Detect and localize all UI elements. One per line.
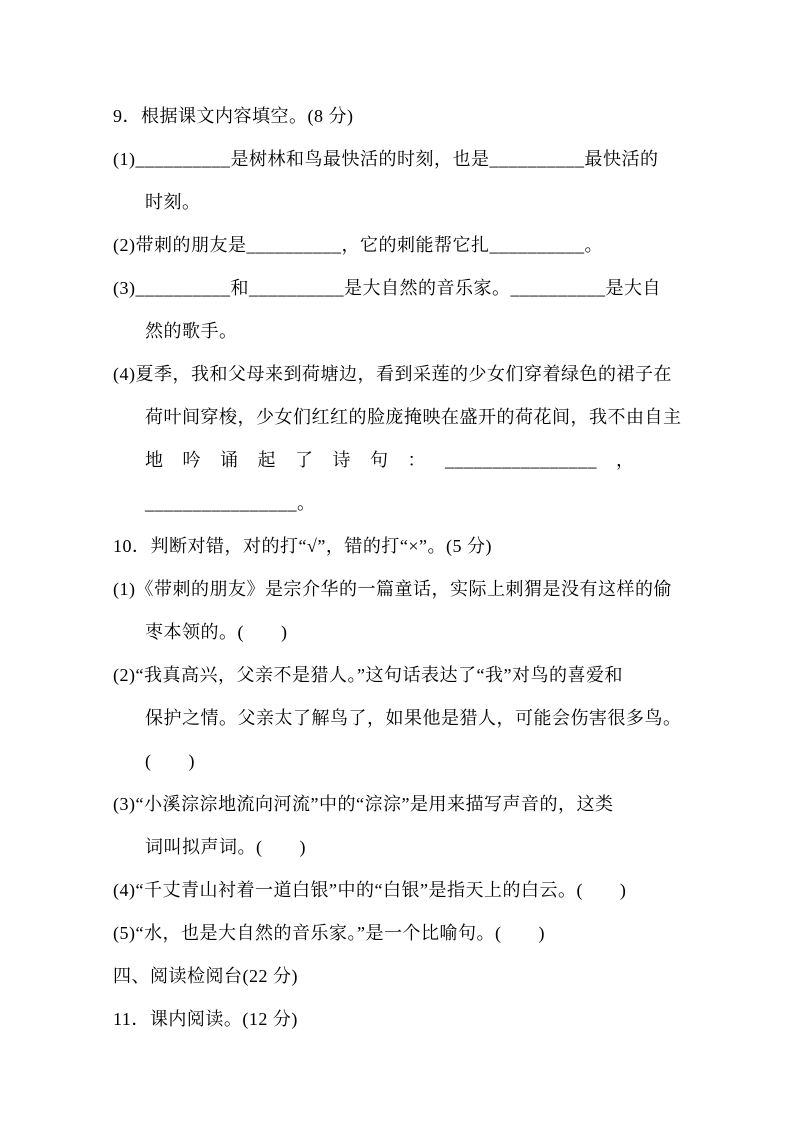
q9-item-4-continued-1: 荷叶间穿梭，少女们红红的脸庞掩映在盛开的荷花间，我不由自主 [145,407,682,427]
q10-item-4: (4)“千丈青山衬着一道白银”中的“白银”是指天上的白云。( ) [113,880,627,900]
q9-item-1-continued: 时刻。 [145,192,201,212]
q10-item-1: (1)《带刺的朋友》是宗介华的一篇童话，实际上刺猬是没有这样的偷 [113,579,672,599]
q10-item-1-continued: 枣本领的。( ) [145,622,288,642]
q9-item-2: (2)带刺的朋友是__________，它的刺能帮它扎__________。 [113,235,603,255]
q10-item-5: (5)“水，也是大自然的音乐家。”是一个比喻句。( ) [113,923,545,943]
question-10-header: 10．判断对错，对的打“√”，错的打“×”。(5 分) [113,536,492,556]
q9-item-4-continued-2: 地 吟 诵 起 了 诗 句 ： ________________ ， [145,450,635,470]
q10-item-2-continued-1: 保护之情。父亲太了解鸟了，如果他是猎人，可能会伤害很多鸟。 [145,708,682,728]
question-11-header: 11．课内阅读。(12 分) [113,1009,298,1029]
q10-item-3: (3)“小溪淙淙地流向河流”中的“淙淙”是用来描写声音的，这类 [113,794,614,814]
q10-item-3-continued: 词叫拟声词。( ) [145,837,306,857]
q9-item-1: (1)__________是树林和鸟最快活的时刻，也是__________最快活的 [113,149,659,169]
q9-item-4: (4)夏季，我和父母来到荷塘边，看到采莲的少女们穿着绿色的裙子在 [113,364,672,384]
q10-item-2-continued-2: ( ) [145,751,195,771]
question-9-header: 9．根据课文内容填空。(8 分) [113,106,354,126]
q9-item-4-continued-3: ________________。 [145,493,316,513]
q9-item-3: (3)__________和__________是大自然的音乐家。__________是大自 [113,278,661,298]
section-4-header: 四、阅读检阅台(22 分) [113,966,298,986]
q10-item-2: (2)“我真高兴，父亲不是猎人。”这句话表达了“我”对鸟的喜爱和 [113,665,623,685]
q9-item-3-continued: 然的歌手。 [145,321,238,341]
